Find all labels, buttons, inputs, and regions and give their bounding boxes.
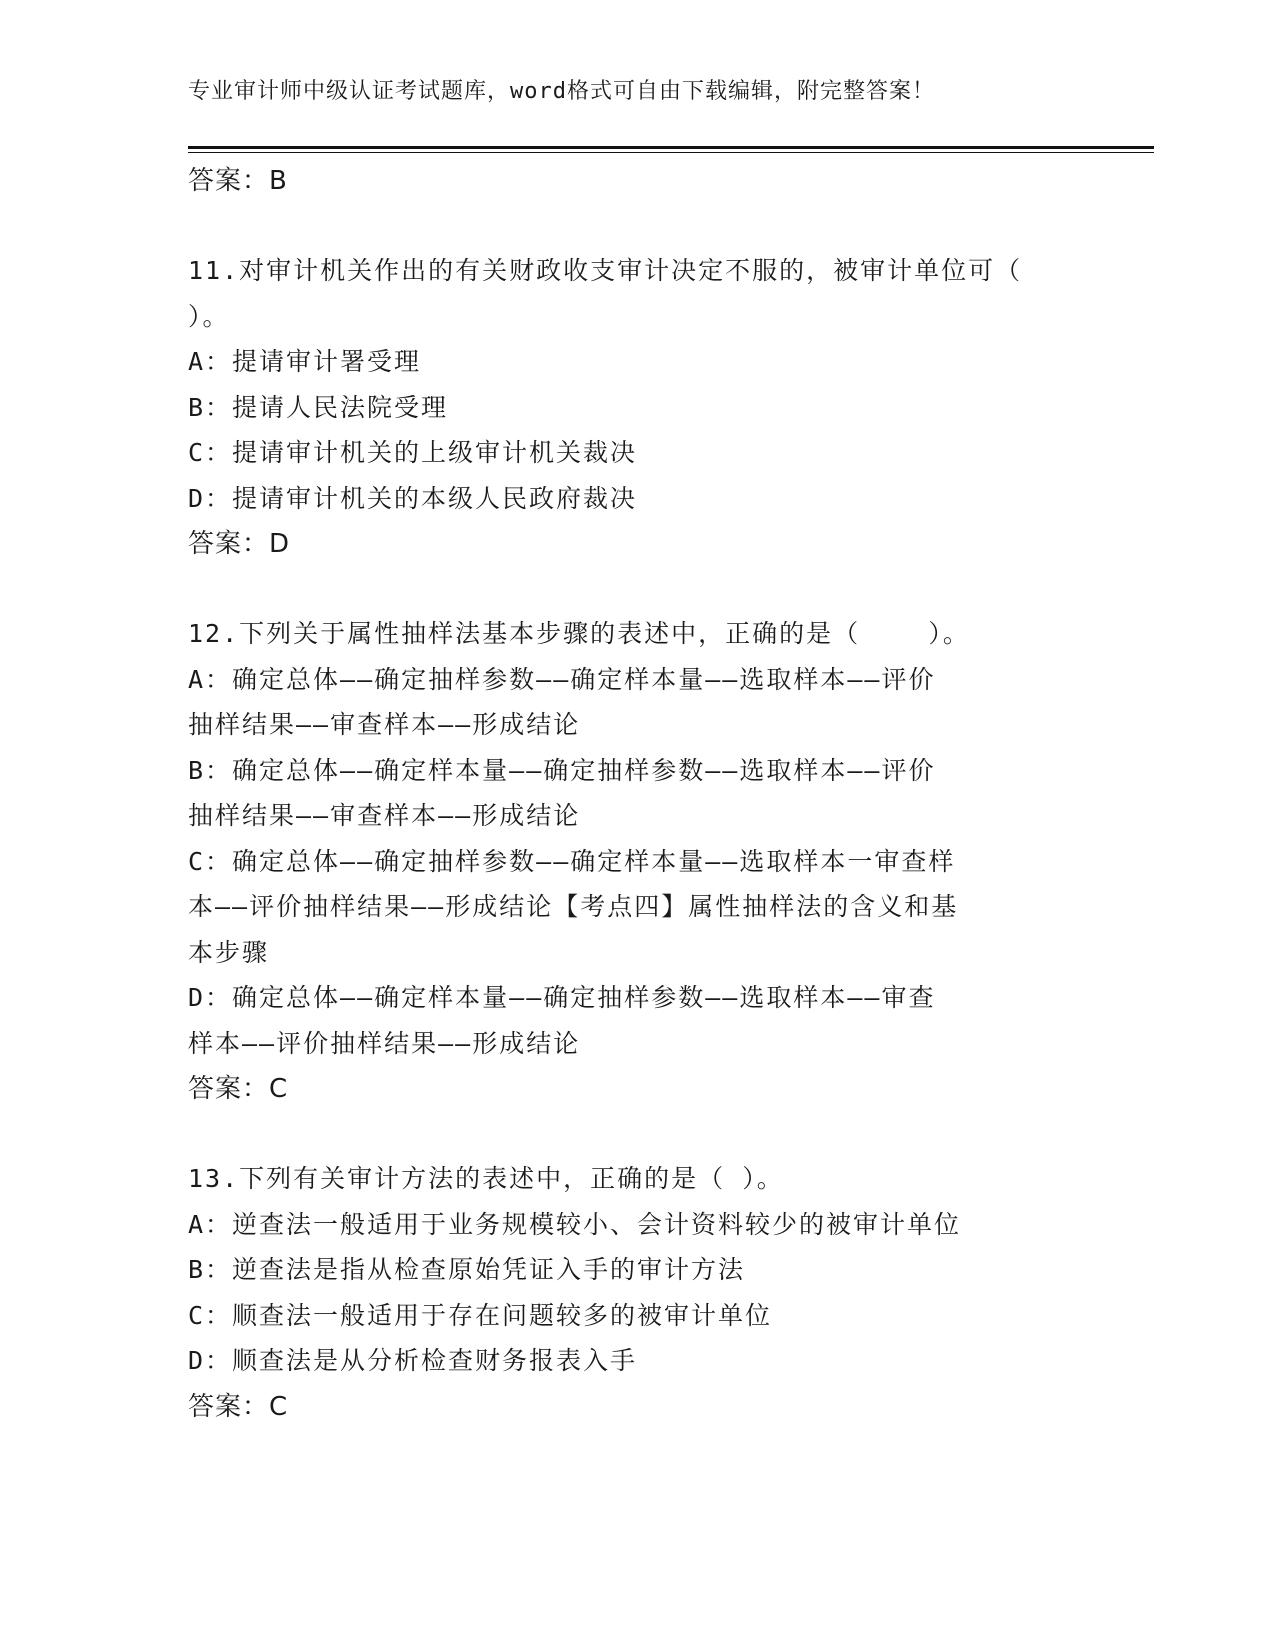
- question-12-option-c: C：确定总体——确定抽样参数——确定样本量——选取样本一审查样 本——评价抽样结果——形成结论【考点四】属性抽样法的含义和基 本步骤: [188, 846, 959, 967]
- question-11-option-d: D：提请审计机关的本级人民政府裁决: [188, 483, 638, 513]
- spacer: [188, 1112, 1088, 1156]
- question-13-option-d: D：顺查法是从分析检查财务报表入手: [188, 1346, 638, 1375]
- question-11-option-b: B：提请人民法院受理: [188, 392, 449, 422]
- question-12-option-b: B：确定总体——确定样本量——确定抽样参数——选取样本——评价 抽样结果——审查样本——形成结论: [188, 755, 936, 830]
- answer-q10: 答案：B: [188, 166, 288, 196]
- question-12-option-a: A：确定总体——确定抽样参数——确定样本量——选取样本——评价 抽样结果——审查样本——形成结论: [188, 664, 936, 739]
- page-header: 专业审计师中级认证考试题库，word格式可自由下载编辑，附完整答案！: [188, 79, 935, 104]
- spacer: [188, 567, 1088, 611]
- question-12: 12.下列关于属性抽样法基本步骤的表述中，正确的是（ ）。: [188, 619, 970, 648]
- question-11-option-c: C：提请审计机关的上级审计机关裁决: [188, 438, 638, 467]
- question-11: 11.对审计机关作出的有关财政收支审计决定不服的，被审计单位可（ ）。: [188, 256, 1023, 331]
- question-13: 13.下列有关审计方法的表述中，正确的是（ ）。: [188, 1164, 784, 1193]
- question-13-option-b: B：逆查法是指从检查原始凭证入手的审计方法: [188, 1255, 746, 1284]
- answer-q12: 答案：C: [188, 1074, 289, 1104]
- answer-q11: 答案：D: [188, 529, 291, 559]
- header-rule-thick: [188, 146, 1154, 149]
- question-12-option-d: D：确定总体——确定样本量——确定抽样参数——选取样本——审查 样本——评价抽样结果——形成结论: [188, 983, 936, 1058]
- question-13-option-c: C：顺查法一般适用于存在问题较多的被审计单位: [188, 1300, 773, 1330]
- question-13-option-a: A：逆查法一般适用于业务规模较小、会计资料较少的被审计单位: [188, 1209, 962, 1239]
- header-rule-thin: [188, 152, 1154, 153]
- question-list: [188, 158, 1088, 1430]
- question-11-option-a: A：提请审计署受理: [188, 347, 422, 376]
- answer-q13: 答案：C: [188, 1391, 289, 1422]
- spacer: [188, 204, 1088, 248]
